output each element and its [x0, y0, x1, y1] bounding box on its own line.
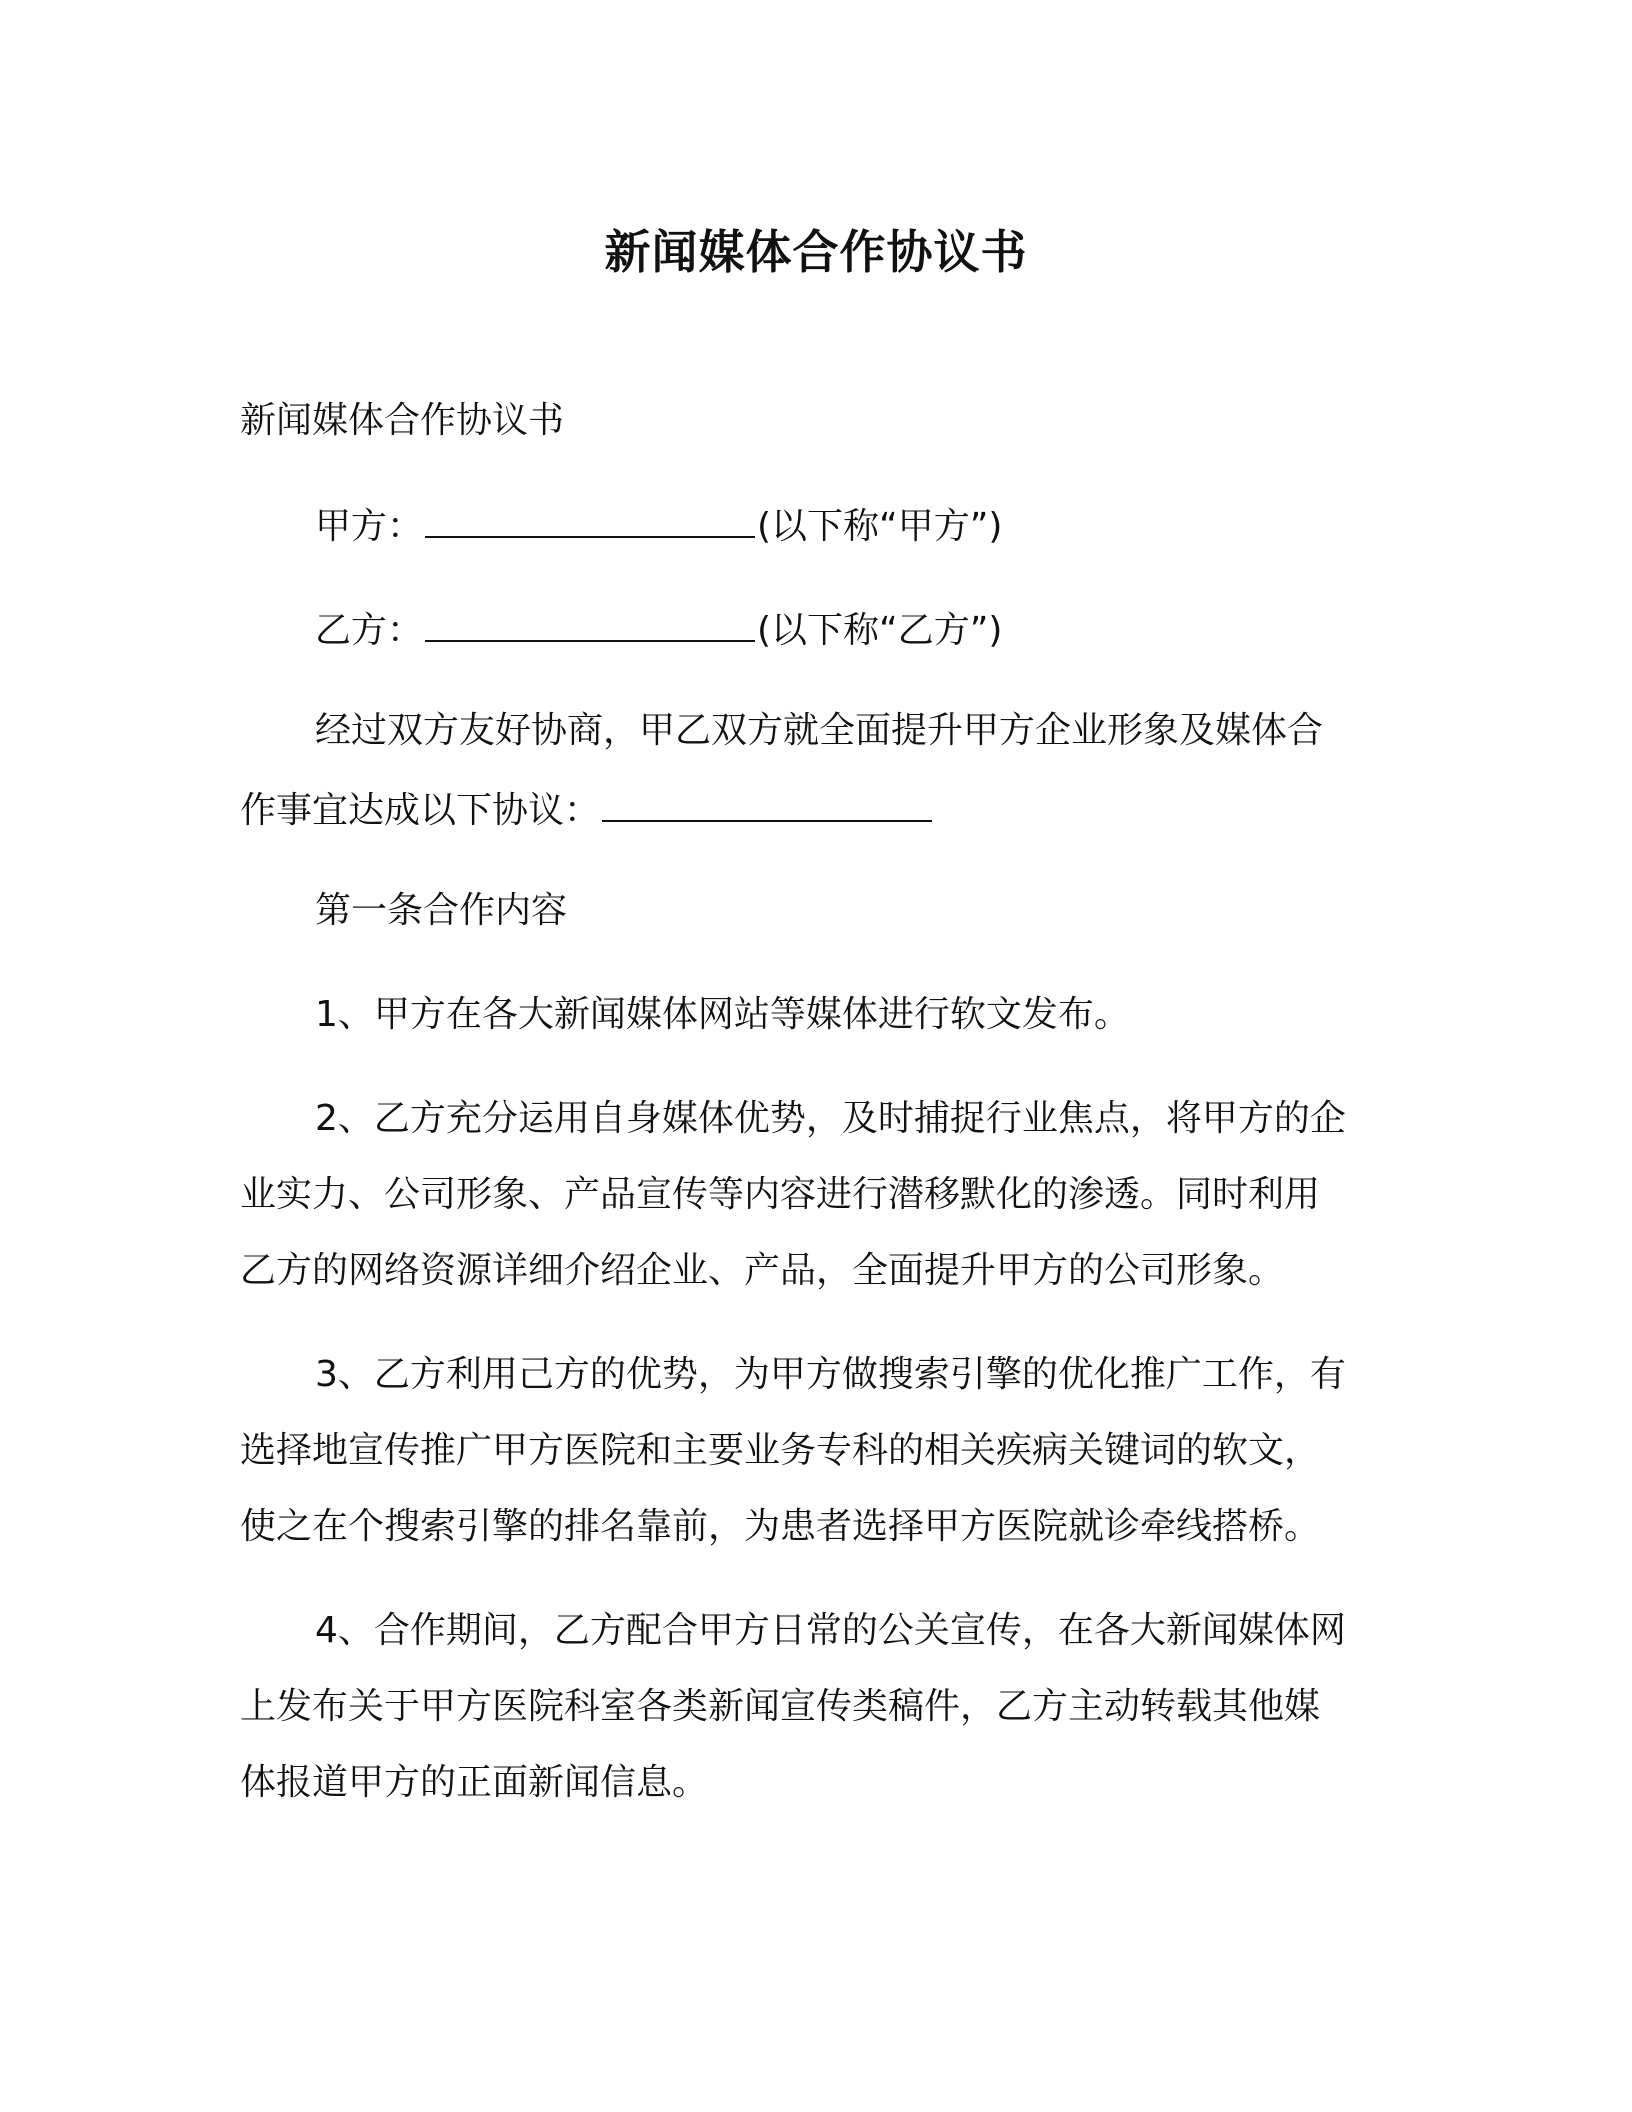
- article1-heading: 第一条合作内容: [315, 890, 568, 931]
- party-b-label: 乙方：: [315, 610, 424, 651]
- party-a-label: 甲方：: [315, 506, 424, 547]
- item-2-line-3: 乙方的网络资源详细介绍企业、产品，全面提升甲方的公司形象。: [240, 1250, 1285, 1291]
- item-2-line-1: 2、乙方充分运用自身媒体优势，及时捕捉行业焦点，将甲方的企: [315, 1098, 1346, 1139]
- item-3-line-2: 选择地宣传推广甲方医院和主要业务专科的相关疾病关键词的软文，: [240, 1430, 1321, 1471]
- item-2-line-2: 业实力、公司形象、产品宣传等内容进行潜移默化的渗透。同时利用: [240, 1174, 1321, 1215]
- intro-line-2-text: 作事宜达成以下协议：: [240, 790, 601, 831]
- party-a-suffix: (以下称“甲方”): [757, 506, 1003, 547]
- item-4-line-1: 4、合作期间，乙方配合甲方日常的公关宣传，在各大新闻媒体网: [315, 1610, 1346, 1651]
- intro-line-2: [240, 784, 934, 836]
- item-1: 1、甲方在各大新闻媒体网站等媒体进行软文发布。: [315, 994, 1130, 1035]
- item-3-line-3: 使之在个搜索引擎的排名靠前，为患者选择甲方医院就诊牵线搭桥。: [240, 1506, 1321, 1547]
- document-subtitle: 新闻媒体合作协议书: [240, 400, 565, 441]
- item-3-line-1: 3、乙方利用己方的优势，为甲方做搜索引擎的优化推广工作，有: [315, 1354, 1346, 1395]
- item-4-line-2: 上发布关于甲方医院科室各类新闻宣传类稿件，乙方主动转载其他媒: [240, 1686, 1321, 1727]
- party-b-blank: [425, 604, 755, 642]
- party-b-line: [315, 604, 1002, 656]
- intro-line-1: 经过双方友好协商，甲乙双方就全面提升甲方企业形象及媒体合: [315, 710, 1324, 751]
- intro-blank: [602, 784, 932, 822]
- party-a-line: [315, 500, 1002, 552]
- document-title: 新闻媒体合作协议书: [604, 225, 1028, 279]
- party-b-suffix: (以下称“乙方”): [757, 610, 1003, 651]
- item-4-line-3: 体报道甲方的正面新闻信息。: [240, 1762, 709, 1803]
- party-a-blank: [425, 500, 755, 538]
